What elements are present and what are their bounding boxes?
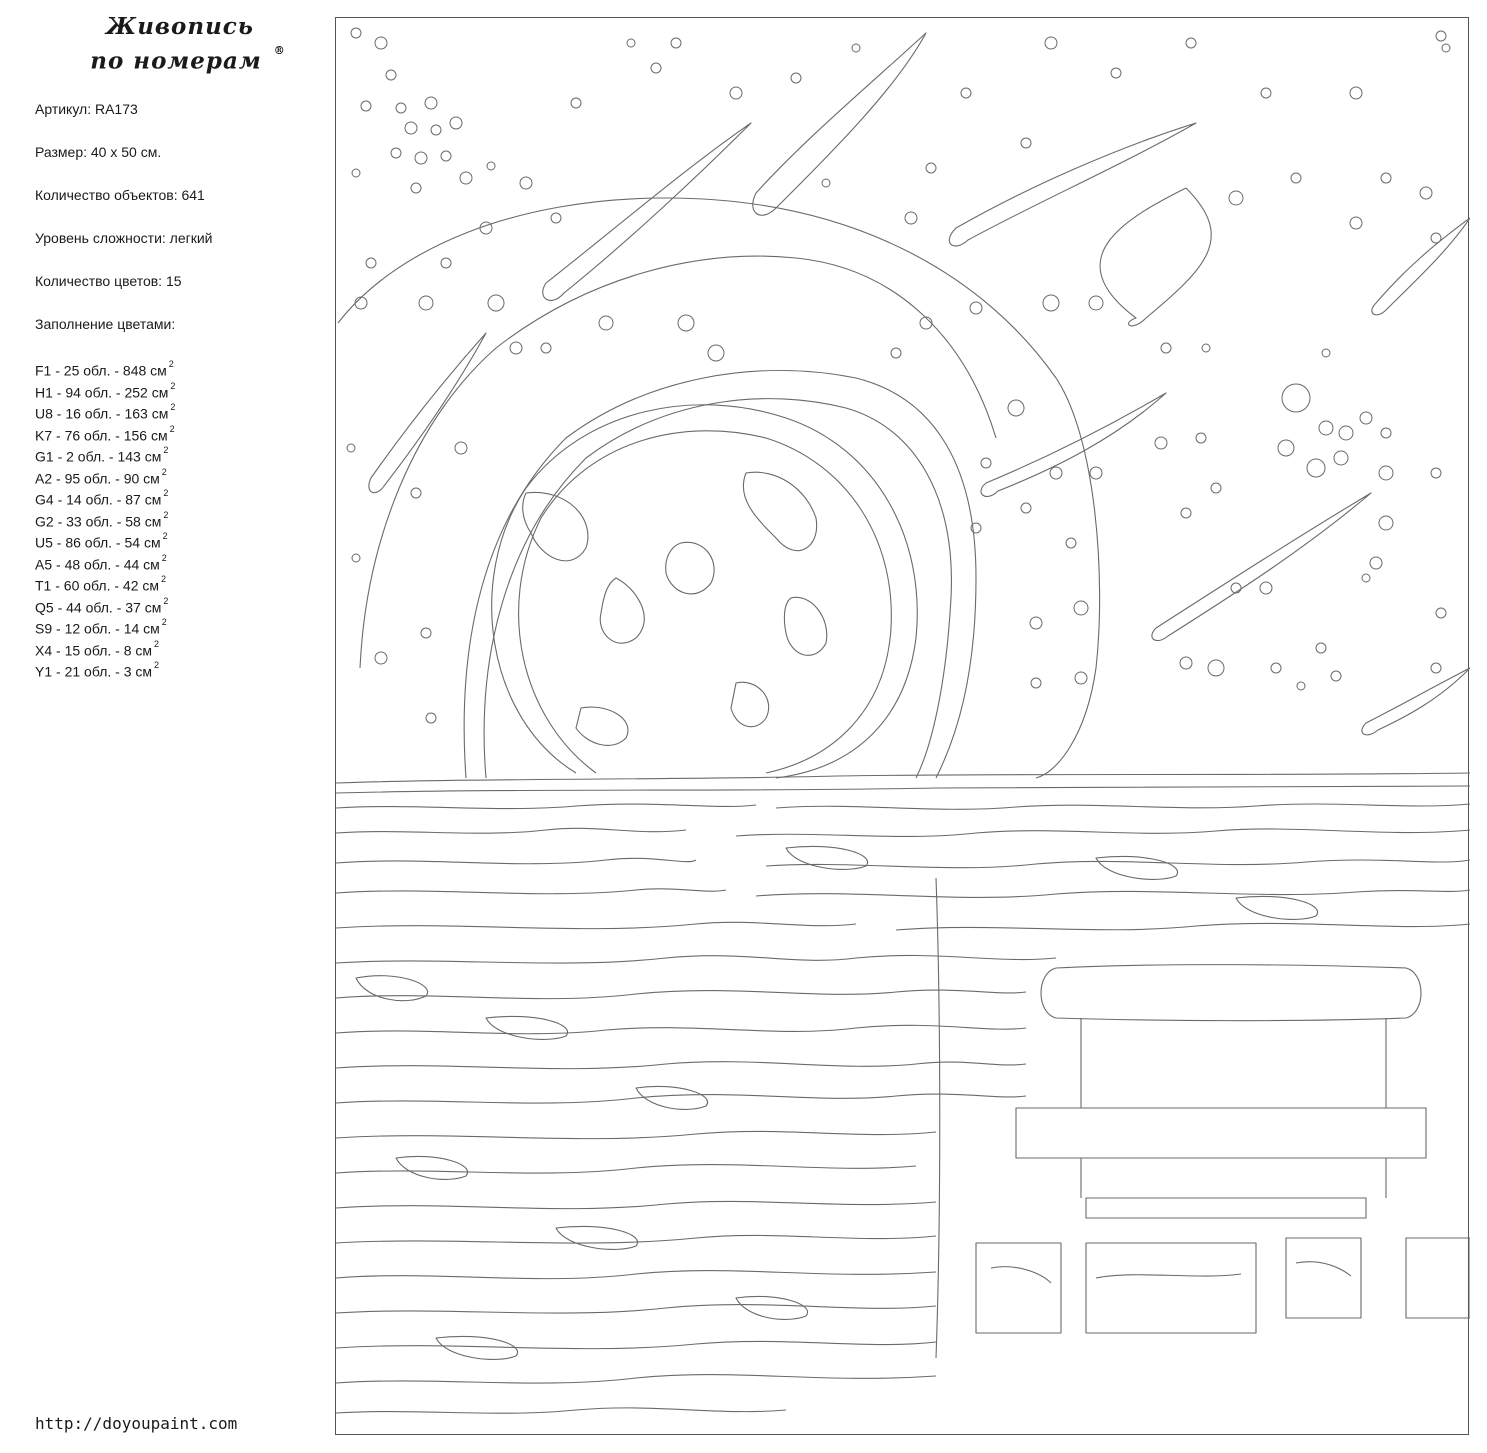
legend-item-unit-exponent: 2: [161, 552, 167, 563]
legend-item-unit-exponent: 2: [169, 423, 175, 434]
article-number: Артикул: RA173: [35, 101, 138, 117]
legend-item-text: U5 - 86 обл. - 54 см: [35, 534, 161, 551]
color-count: Количество цветов: 15: [35, 273, 182, 289]
moon-outline: [492, 405, 918, 778]
legend-item: [35, 422, 175, 444]
legend-item: [35, 508, 175, 530]
coloring-canvas: [335, 17, 1469, 1435]
legend-item-unit-exponent: 2: [163, 595, 169, 606]
comet-1: [753, 33, 926, 215]
legend-item-text: K7 - 76 обл. - 156 см: [35, 427, 168, 444]
legend-item: [35, 551, 175, 573]
pier-post-2: [1086, 1243, 1256, 1333]
legend-item-text: H1 - 94 обл. - 252 см: [35, 384, 169, 401]
legend-item-unit-exponent: 2: [161, 574, 167, 584]
legend-item-text: S9 - 12 обл. - 14 см: [35, 620, 160, 637]
color-legend: [35, 357, 175, 680]
legend-item: [35, 637, 175, 659]
legend-item-unit-exponent: 2: [170, 380, 176, 391]
legend-item-unit-exponent: 2: [154, 638, 160, 649]
legend-item-unit-exponent: 2: [161, 466, 167, 477]
legend-item-text: X4 - 15 обл. - 8 см: [35, 642, 153, 659]
legend-item: [35, 572, 175, 594]
legend-item: [35, 615, 175, 637]
legend-item: [35, 379, 175, 401]
planet-outer-ring: [338, 198, 1100, 778]
brand-line-2: по номерам ®: [90, 44, 286, 75]
legend-item-text: A5 - 48 обл. - 44 см: [35, 556, 160, 573]
legend-item-unit-exponent: 2: [154, 660, 160, 670]
pier-post-4: [1406, 1238, 1470, 1318]
legend-item: [35, 400, 175, 422]
legend-item-unit-exponent: 2: [170, 402, 176, 412]
legend-item: [35, 486, 175, 508]
legend-item: [35, 357, 175, 379]
legend-item-text: U8 - 16 обл. - 163 см: [35, 405, 169, 422]
legend-item: [35, 529, 175, 551]
bench-back: [1041, 965, 1421, 1021]
product-info: [35, 99, 325, 344]
site-url[interactable]: http://doyoupaint.com: [35, 1414, 238, 1433]
registered-mark: ®: [273, 44, 286, 57]
horizon-line: [336, 773, 1470, 783]
legend-item-text: F1 - 25 обл. - 848 см: [35, 362, 167, 379]
legend-item-text: G1 - 2 обл. - 143 см: [35, 448, 162, 465]
brand-line-1: Живопись: [106, 13, 254, 40]
legend-item-text: G4 - 14 обл. - 87 см: [35, 491, 162, 508]
line-art: [336, 18, 1470, 1436]
legend-item: [35, 658, 175, 680]
legend-item-text: A2 - 95 обл. - 90 см: [35, 470, 160, 487]
fill-title: Заполнение цветами:: [35, 316, 176, 332]
legend-item: [35, 465, 175, 487]
object-count: Количество объектов: 641: [35, 187, 205, 203]
legend-item-text: Q5 - 44 обл. - 37 см: [35, 599, 162, 616]
legend-item-unit-exponent: 2: [163, 488, 169, 498]
legend-item-text: Y1 - 21 обл. - 3 см: [35, 663, 153, 680]
legend-item-unit-exponent: 2: [161, 617, 167, 627]
pier-post-1: [976, 1243, 1061, 1333]
legend-item-text: G2 - 33 обл. - 58 см: [35, 513, 162, 530]
legend-item-unit-exponent: 2: [163, 509, 169, 520]
pier-post-3: [1286, 1238, 1361, 1318]
legend-item-unit-exponent: 2: [163, 445, 169, 455]
canvas-size: Размер: 40 х 50 см.: [35, 144, 162, 160]
bench-seat: [1016, 1108, 1426, 1158]
difficulty-level: Уровень сложности: легкий: [35, 230, 213, 246]
legend-item-unit-exponent: 2: [162, 531, 168, 541]
legend-item-unit-exponent: 2: [168, 359, 174, 369]
legend-item: [35, 443, 175, 465]
brand-title: [60, 12, 300, 77]
legend-item: [35, 594, 175, 616]
legend-item-text: T1 - 60 обл. - 42 см: [35, 577, 160, 594]
